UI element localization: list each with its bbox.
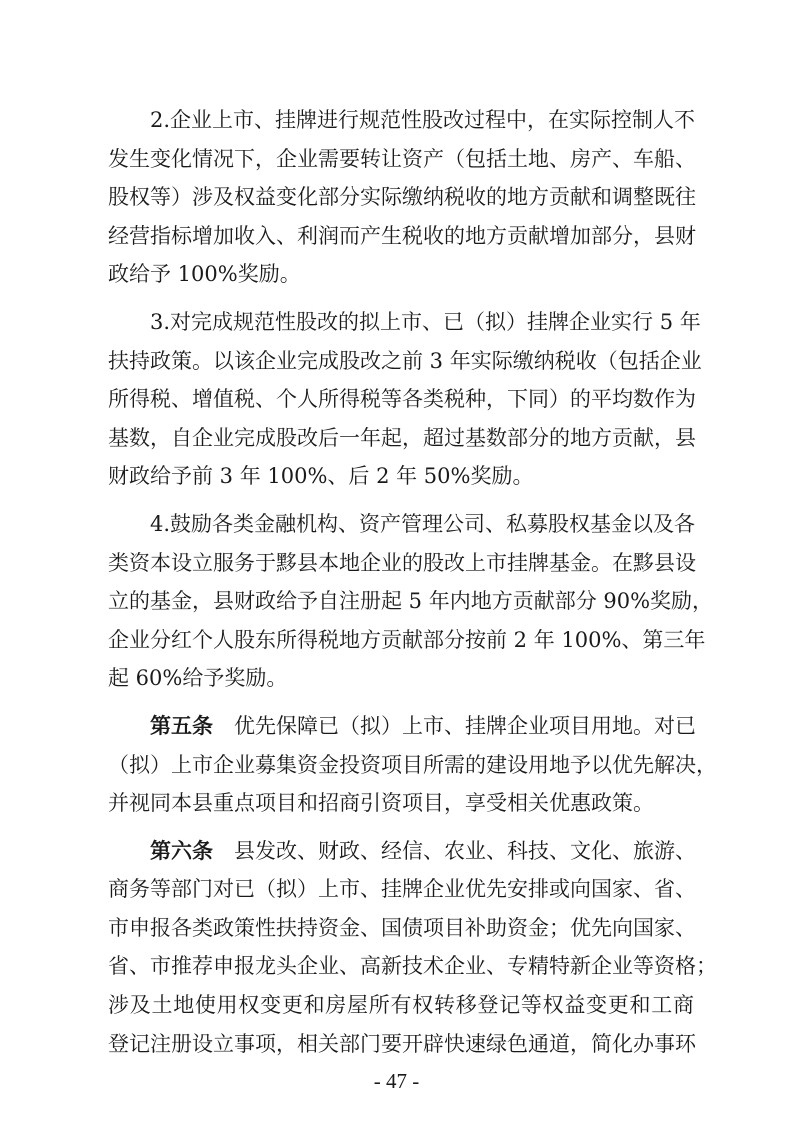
page-number: - 47 -	[373, 1069, 420, 1093]
text-line: 股权等）涉及权益变化部分实际缴纳税收的地方贡献和调整既往	[108, 185, 696, 210]
text-line: 2.企业上市、挂牌进行规范性股改过程中，在实际控制人不	[150, 108, 696, 132]
text-line: 政给予 100%奖励。	[108, 262, 301, 287]
text-line: 发生变化情况下，企业需要转让资产（包括土地、房产、车船、	[108, 146, 696, 171]
text-line: 立的基金，县财政给予自注册起 5 年内地方贡献部分 90%奖励，	[108, 589, 714, 614]
text-line: 企业分红个人股东所得税地方贡献部分按前 2 年 100%、第三年	[108, 627, 706, 652]
text-line: 涉及土地使用权变更和房屋所有权转移登记等权益变更和工商	[108, 993, 694, 1018]
text-line: 市申报各类政策性扶持资金、国债项目补助资金；优先向国家、	[108, 915, 696, 940]
article-heading: 第六条	[150, 837, 213, 863]
paragraph-item-2	[108, 101, 694, 294]
text-line: 财政给予前 3 年 100%、后 2 年 50%奖励。	[108, 464, 534, 489]
text-line: 类资本设立服务于黟县本地企业的股改上市挂牌基金。在黟县设	[108, 550, 696, 575]
text-line: 经营指标增加收入、利润而产生税收的地方贡献增加部分，县财	[108, 223, 696, 248]
text-line	[108, 832, 694, 871]
article-heading: 第五条	[150, 712, 213, 738]
text-line: 扶持政策。以该企业完成股改之前 3 年实际缴纳税收（包括企业	[108, 348, 702, 373]
text-line: （拟）上市企业募集资金投资项目所需的建设用地予以优先解决，	[108, 752, 717, 777]
text-line	[108, 707, 694, 746]
text-line: 并视同本县重点项目和招商引资项目，享受相关优惠政策。	[108, 791, 654, 816]
text-line: 基数，自企业完成股改后一年起，超过基数部分的地方贡献，县	[108, 425, 696, 450]
article-6	[108, 832, 717, 1064]
text-line: 登记注册设立事项，相关部门要开辟快速绿色通道，简化办事环	[108, 1031, 696, 1056]
text-line: 商务等部门对已（拟）上市、挂牌企业优先安排或向国家、省、	[108, 877, 696, 902]
text-line: 3.对完成规范性股改的拟上市、已（拟）挂牌企业实行 5 年	[150, 309, 701, 334]
body-text	[108, 101, 717, 1063]
article-text: 优先保障已（拟）上市、挂牌企业项目用地。对已	[234, 713, 696, 738]
text-line: 省、市推荐申报龙头企业、高新技术企业、专精特新企业等资格；	[108, 954, 717, 979]
paragraph-item-3	[108, 303, 702, 496]
text-line: 起 60%给予奖励。	[108, 666, 288, 691]
paragraph-item-4	[108, 505, 714, 698]
text-line: 所得税、增值税、个人所得税等各类税种，下同）的平均数作为	[108, 387, 696, 412]
article-text: 县发改、财政、经信、农业、科技、文化、旅游、	[234, 838, 696, 863]
article-5	[108, 707, 717, 823]
text-line: 4.鼓励各类金融机构、资产管理公司、私募股权基金以及各	[150, 511, 696, 536]
